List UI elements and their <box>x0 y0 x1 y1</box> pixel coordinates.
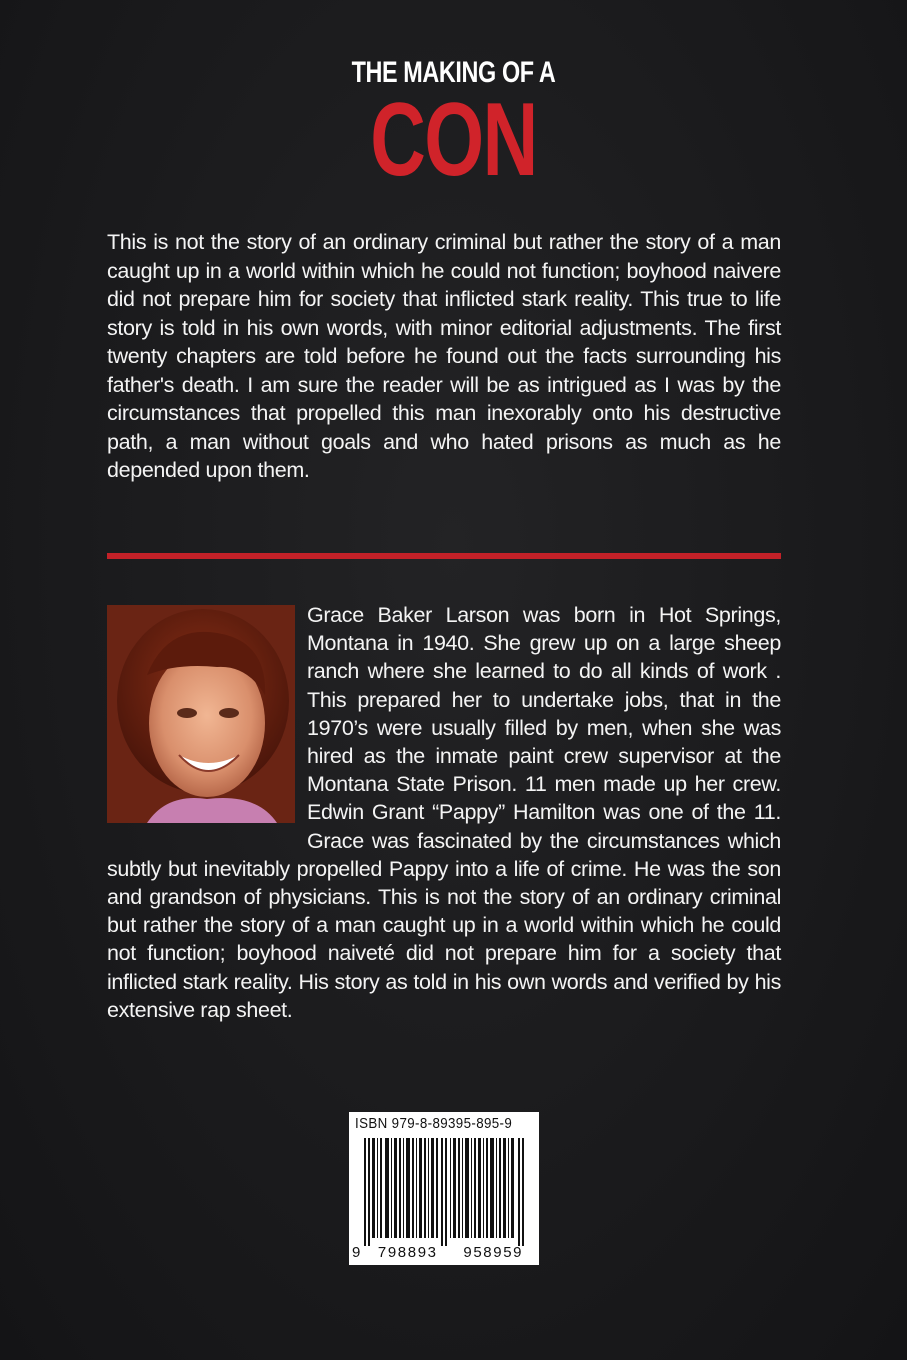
barcode-digit-first: 9 <box>352 1244 362 1261</box>
author-portrait-illustration <box>107 605 295 823</box>
title-line-1: THE MAKING OF A <box>351 56 556 89</box>
title-line-2: CON <box>370 82 537 198</box>
red-divider <box>107 553 781 559</box>
barcode-digits-right: 958959 <box>463 1244 524 1261</box>
barcode-digits <box>352 1244 536 1261</box>
barcode-bars <box>354 1138 534 1246</box>
barcode-digits-left: 798893 <box>377 1244 438 1261</box>
book-blurb: This is not the story of an ordinary criminal but rather the story of a man caught up in a world within which he could not function; boyhood naivere did not prepare him for society that inflicted stark reality. This true to life story is told in his own words, with minor editorial adjustments. The first twenty chapters are told before he found out the facts surrounding his father's death. I am sure the reader will be as intrigued as I was by the circumstances that propelled this man inexorably onto his destructive path, a man without goals and who hated prisons as much as he depended upon them. <box>107 230 781 482</box>
author-bio-text: Grace Baker Larson was born in Hot Springs, Montana in 1940. She grew up on a large sheep ranch where she learned to do all kinds of work . This prepared her to undertake jobs, that in the 1970’s were usually filled by men, when she was hired as the inmate paint crew supervisor at the Montana State Prison. 11 men made up her crew. Edwin Grant “Pappy” Hamilton was one of the 11. Grace was fascinated by the circumstances which subtly but inevitably propelled Pappy into a life of crime. He was the son and grandson of physicians. This is not the story of an ordinary criminal but rather the story of a man caught up in a world within which he could not function; boyhood naiveté did not prepare him for a society that inflicted stark reality. His story as told in his own words and verified by his extensive rap sheet. <box>107 603 781 1022</box>
isbn-label: ISBN 979-8-89395-895-9 <box>355 1116 513 1132</box>
isbn-barcode <box>349 1112 539 1265</box>
author-photo <box>107 605 295 823</box>
author-bio-section <box>107 601 781 1024</box>
